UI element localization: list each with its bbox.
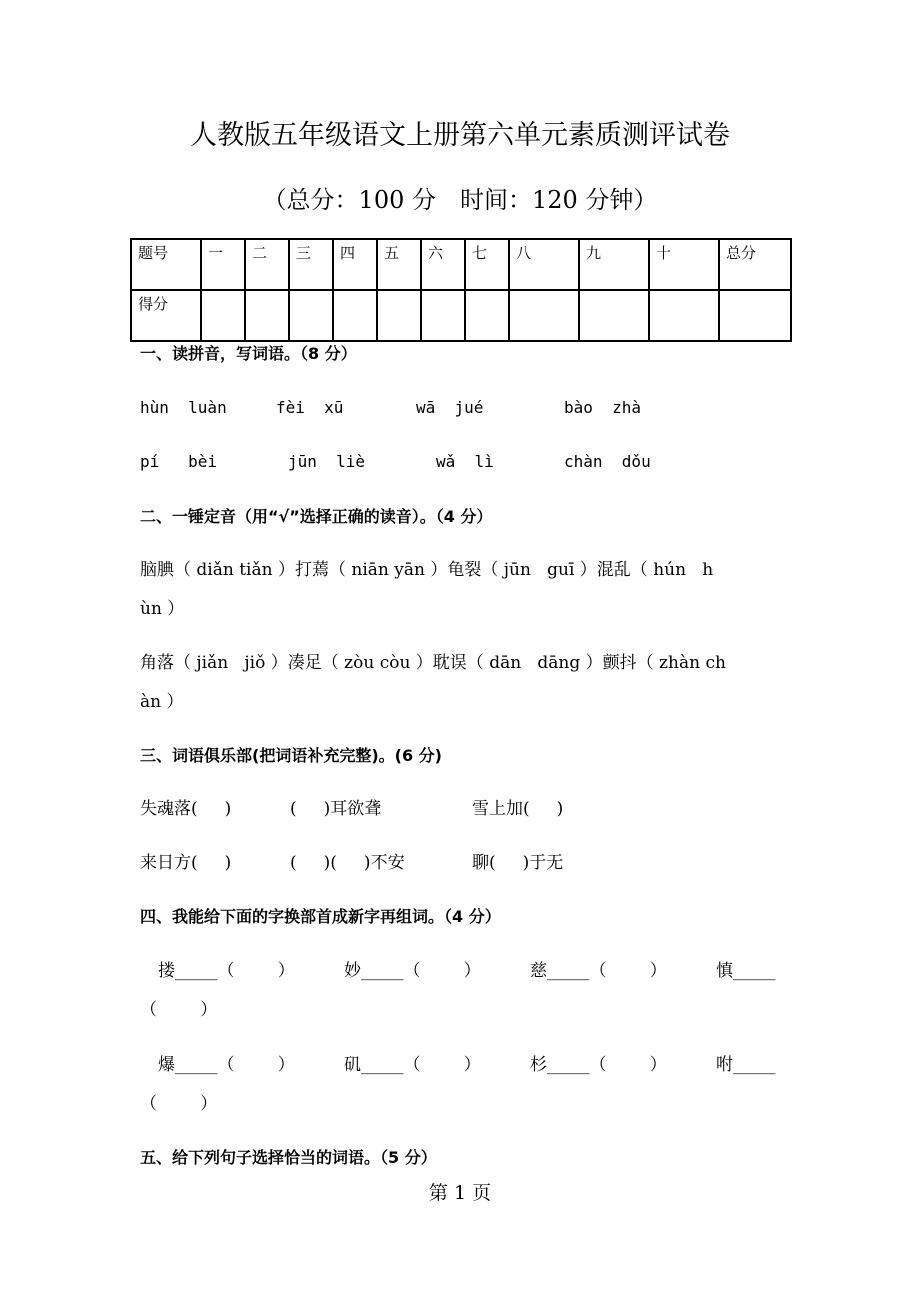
idiom-item: 失魂落( ) bbox=[140, 799, 232, 819]
score-input-cell[interactable] bbox=[465, 290, 509, 341]
table-cell: 七 bbox=[465, 239, 509, 290]
table-cell: 十 bbox=[649, 239, 719, 290]
pinyin-item: wā jué bbox=[416, 398, 484, 417]
table-cell: 二 bbox=[245, 239, 289, 290]
score-input-cell[interactable] bbox=[289, 290, 333, 341]
score-input-cell[interactable] bbox=[333, 290, 377, 341]
radical-item-cont: （ ） bbox=[140, 1000, 218, 1020]
score-input-cell[interactable] bbox=[579, 290, 649, 341]
reading-choice-line-cont: àn ） bbox=[140, 692, 184, 712]
pinyin-item: pí bèi bbox=[140, 452, 218, 471]
idiom-item: ( )耳欲聋 bbox=[290, 799, 382, 819]
idiom-item: 来日方( ) bbox=[140, 853, 232, 873]
table-cell: 得分 bbox=[131, 290, 201, 341]
reading-choice-line-cont: ùn ） bbox=[140, 599, 185, 619]
score-input-cell[interactable] bbox=[245, 290, 289, 341]
radical-item: 爆_____（ ） bbox=[158, 1055, 295, 1075]
table-cell: 总分 bbox=[719, 239, 791, 290]
exam-subtitle: （总分：100 分 时间：120 分钟） bbox=[262, 186, 658, 214]
exam-title: 人教版五年级语文上册第六单元素质测评试卷 bbox=[190, 120, 730, 151]
section-1-heading: 一、读拼音，写词语。（8 分） bbox=[140, 344, 357, 363]
score-input-cell[interactable] bbox=[201, 290, 245, 341]
pinyin-item: hùn luàn bbox=[140, 398, 227, 417]
score-table-score-row bbox=[131, 290, 791, 341]
radical-item: 搂_____（ ） bbox=[158, 961, 295, 981]
radical-item: 咐_____ bbox=[716, 1055, 776, 1075]
table-cell: 八 bbox=[509, 239, 579, 290]
pinyin-item: fèi xū bbox=[276, 398, 344, 417]
section-2-heading: 二、一锤定音（用“√”选择正确的读音）。（4 分） bbox=[140, 507, 493, 526]
pinyin-item: wǎ lì bbox=[436, 452, 494, 471]
score-input-cell[interactable] bbox=[421, 290, 465, 341]
table-cell: 一 bbox=[201, 239, 245, 290]
radical-item: 矶_____（ ） bbox=[344, 1055, 481, 1075]
radical-item: 慎_____ bbox=[716, 961, 776, 981]
score-input-cell[interactable] bbox=[509, 290, 579, 341]
section-3-heading: 三、词语俱乐部(把词语补充完整)。(6 分) bbox=[140, 746, 442, 765]
score-input-cell[interactable] bbox=[719, 290, 791, 341]
score-table-header-row bbox=[131, 239, 791, 290]
table-cell: 五 bbox=[377, 239, 421, 290]
score-input-cell[interactable] bbox=[377, 290, 421, 341]
idiom-item: 聊( )于无 bbox=[472, 853, 564, 873]
idiom-item: 雪上加( ) bbox=[472, 799, 564, 819]
table-cell: 六 bbox=[421, 239, 465, 290]
pinyin-item: chàn dǒu bbox=[564, 452, 651, 471]
page-number: 第 1 页 bbox=[428, 1182, 492, 1204]
pinyin-item: jūn liè bbox=[288, 452, 366, 471]
idiom-item: ( )( )不安 bbox=[290, 853, 405, 873]
pinyin-item: bào zhà bbox=[564, 398, 642, 417]
reading-choice-line: 脑腆（ diǎn tiǎn ）打蔫（ niān yān ）龟裂（ jūn guī ）混乱（ hún h bbox=[140, 560, 714, 580]
radical-item-cont: （ ） bbox=[140, 1094, 218, 1114]
radical-item: 妙_____（ ） bbox=[344, 961, 481, 981]
radical-item: 慈_____（ ） bbox=[530, 961, 667, 981]
radical-item: 杉_____（ ） bbox=[530, 1055, 667, 1075]
section-5-heading: 五、给下列句子选择恰当的词语。（5 分） bbox=[140, 1148, 437, 1167]
score-input-cell[interactable] bbox=[649, 290, 719, 341]
table-cell: 三 bbox=[289, 239, 333, 290]
score-table bbox=[130, 238, 792, 342]
table-cell: 九 bbox=[579, 239, 649, 290]
table-cell: 题号 bbox=[131, 239, 201, 290]
reading-choice-line: 角落（ jiǎn jiǒ ）凑足（ zòu còu ）耽误（ dān dāng ）颤抖（ zhàn ch bbox=[140, 653, 726, 673]
section-4-heading: 四、我能给下面的字换部首成新字再组词。（4 分） bbox=[140, 907, 501, 926]
table-cell: 四 bbox=[333, 239, 377, 290]
